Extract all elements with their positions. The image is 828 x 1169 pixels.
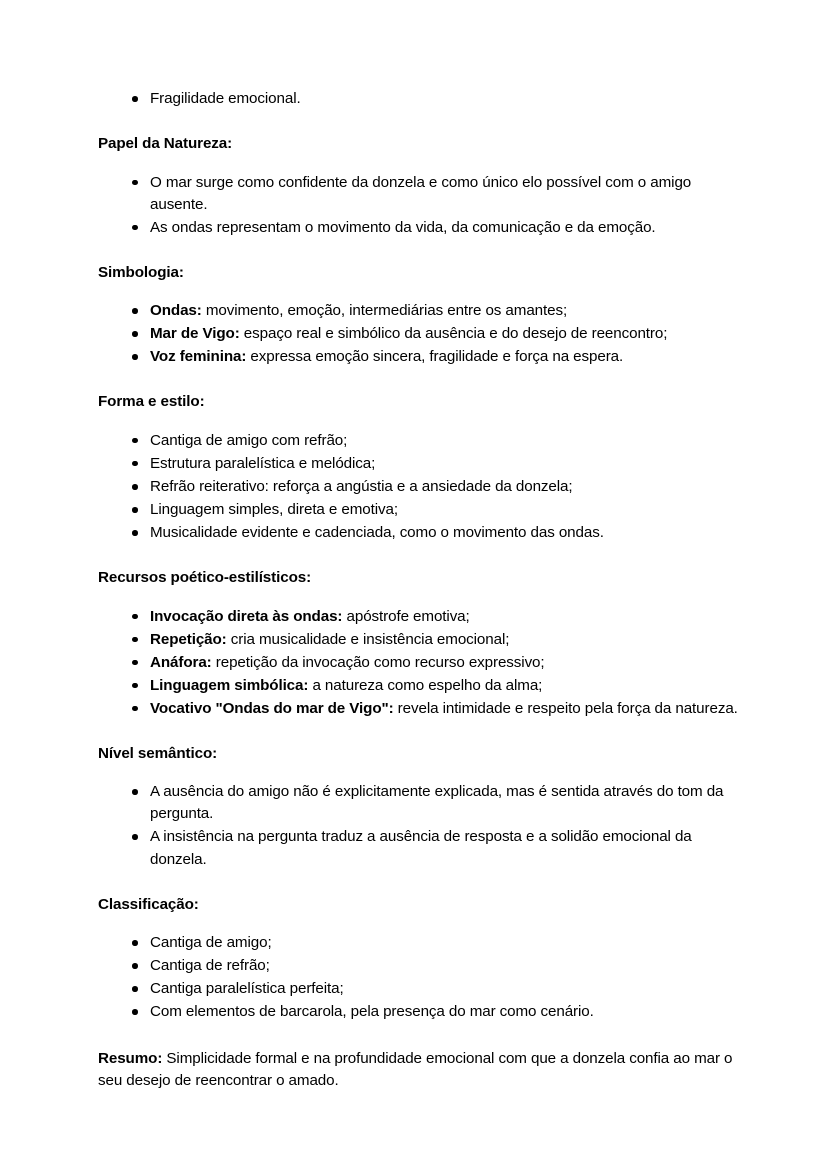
list-item — [98, 499, 743, 521]
list-item — [98, 522, 743, 544]
list-item — [98, 88, 743, 110]
list-item — [98, 300, 743, 322]
spacer — [98, 240, 743, 262]
list-item — [98, 698, 743, 720]
list-item — [98, 172, 743, 216]
bullet-list — [98, 932, 743, 1023]
spacer — [98, 155, 743, 172]
list-item — [98, 476, 743, 498]
bullet-list — [98, 88, 743, 110]
section-heading-recursos-poetico-estilisticos: Recursos poético-estilísticos: — [98, 569, 312, 587]
spacer — [98, 283, 743, 300]
list-item — [98, 675, 743, 697]
list-item-lead: Vocativo "Ondas do mar de Vigo": — [150, 699, 394, 717]
list-item-text: Refrão reiterativo: reforça a angústia e a ansiedade da donzela; — [150, 478, 573, 496]
list-item — [98, 652, 743, 674]
section-heading-simbologia: Simbologia: — [98, 263, 184, 281]
list-item — [98, 606, 743, 628]
list-item-text: O mar surge como confidente da donzela e como único elo possível com o amigo ausente. — [150, 173, 692, 213]
list-item-lead: Linguagem simbólica: — [150, 676, 309, 694]
document-body — [98, 88, 743, 1092]
section-heading-papel-da-natureza: Papel da Natureza: — [98, 135, 233, 153]
spacer — [98, 915, 743, 932]
bullet-list — [98, 430, 743, 544]
list-item-lead: Mar de Vigo: — [150, 325, 240, 343]
summary-paragraph — [98, 1048, 743, 1092]
section-heading-forma-e-estilo: Forma e estilo: — [98, 393, 205, 411]
list-item-text: A ausência do amigo não é explicitamente explicada, mas é sentida através do tom da pergunta. — [150, 783, 724, 823]
list-item-lead: Ondas: — [150, 302, 202, 320]
list-item-text: movimento, emoção, intermediárias entre os amantes; — [201, 302, 568, 320]
spacer — [98, 1024, 743, 1048]
spacer — [98, 721, 743, 743]
spacer — [98, 545, 743, 567]
list-item — [98, 430, 743, 452]
list-item — [98, 978, 743, 1000]
list-item-text: Cantiga de refrão; — [150, 957, 270, 975]
list-item-text: Linguagem simples, direta e emotiva; — [150, 501, 398, 519]
list-item-text: Cantiga de amigo; — [150, 934, 272, 952]
summary-text: Simplicidade formal e na profundidade emocional com que a donzela confia ao mar o seu desejo de reencontrar o amado. — [98, 1050, 733, 1090]
spacer — [98, 413, 743, 430]
section-heading-nivel-semantico: Nível semântico: — [98, 744, 218, 762]
spacer — [98, 764, 743, 781]
list-item-lead: Repetição: — [150, 630, 227, 648]
section-heading-classificacao: Classificação: — [98, 895, 199, 913]
list-item — [98, 781, 743, 825]
list-item — [98, 629, 743, 651]
list-item-text: a natureza como espelho da alma; — [308, 676, 543, 694]
list-item-text: Musicalidade evidente e cadenciada, como o movimento das ondas. — [150, 524, 604, 542]
summary-lead: Resumo: — [98, 1050, 163, 1068]
list-item — [98, 346, 743, 368]
list-item-text: espaço real e simbólico da ausência e do desejo de reencontro; — [239, 325, 668, 343]
list-item-text: Estrutura paralelística e melódica; — [150, 454, 376, 472]
spacer — [98, 589, 743, 606]
bullet-list — [98, 606, 743, 720]
list-item — [98, 1001, 743, 1023]
list-item-lead: Anáfora: — [150, 653, 212, 671]
bullet-list — [98, 781, 743, 870]
list-item-text: Cantiga paralelística perfeita; — [150, 980, 344, 998]
list-item-text: Com elementos de barcarola, pela presença do mar como cenário. — [150, 1003, 594, 1021]
list-item — [98, 826, 743, 870]
list-item-lead: Voz feminina: — [150, 348, 247, 366]
list-item-text: apóstrofe emotiva; — [342, 607, 470, 625]
list-item — [98, 955, 743, 977]
list-item — [98, 932, 743, 954]
list-item-text: As ondas representam o movimento da vida, da comunicação e da emoção. — [150, 218, 656, 236]
spacer — [98, 872, 743, 894]
list-item — [98, 453, 743, 475]
list-item — [98, 323, 743, 345]
list-item-text: Cantiga de amigo com refrão; — [150, 431, 348, 449]
list-item-text: A insistência na pergunta traduz a ausência de resposta e a solidão emocional da donzela. — [150, 828, 692, 868]
list-item-text: revela intimidade e respeito pela força da natureza. — [393, 699, 738, 717]
bullet-list — [98, 300, 743, 368]
list-item-text: repetição da invocação como recurso expressivo; — [211, 653, 545, 671]
spacer — [98, 111, 743, 133]
spacer — [98, 369, 743, 391]
list-item-lead: Invocação direta às ondas: — [150, 607, 343, 625]
list-item-text: cria musicalidade e insistência emocional; — [226, 630, 510, 648]
list-item — [98, 217, 743, 239]
bullet-list — [98, 172, 743, 239]
list-item-text: Fragilidade emocional. — [150, 90, 301, 107]
list-item-text: expressa emoção sincera, fragilidade e força na espera. — [246, 348, 624, 366]
